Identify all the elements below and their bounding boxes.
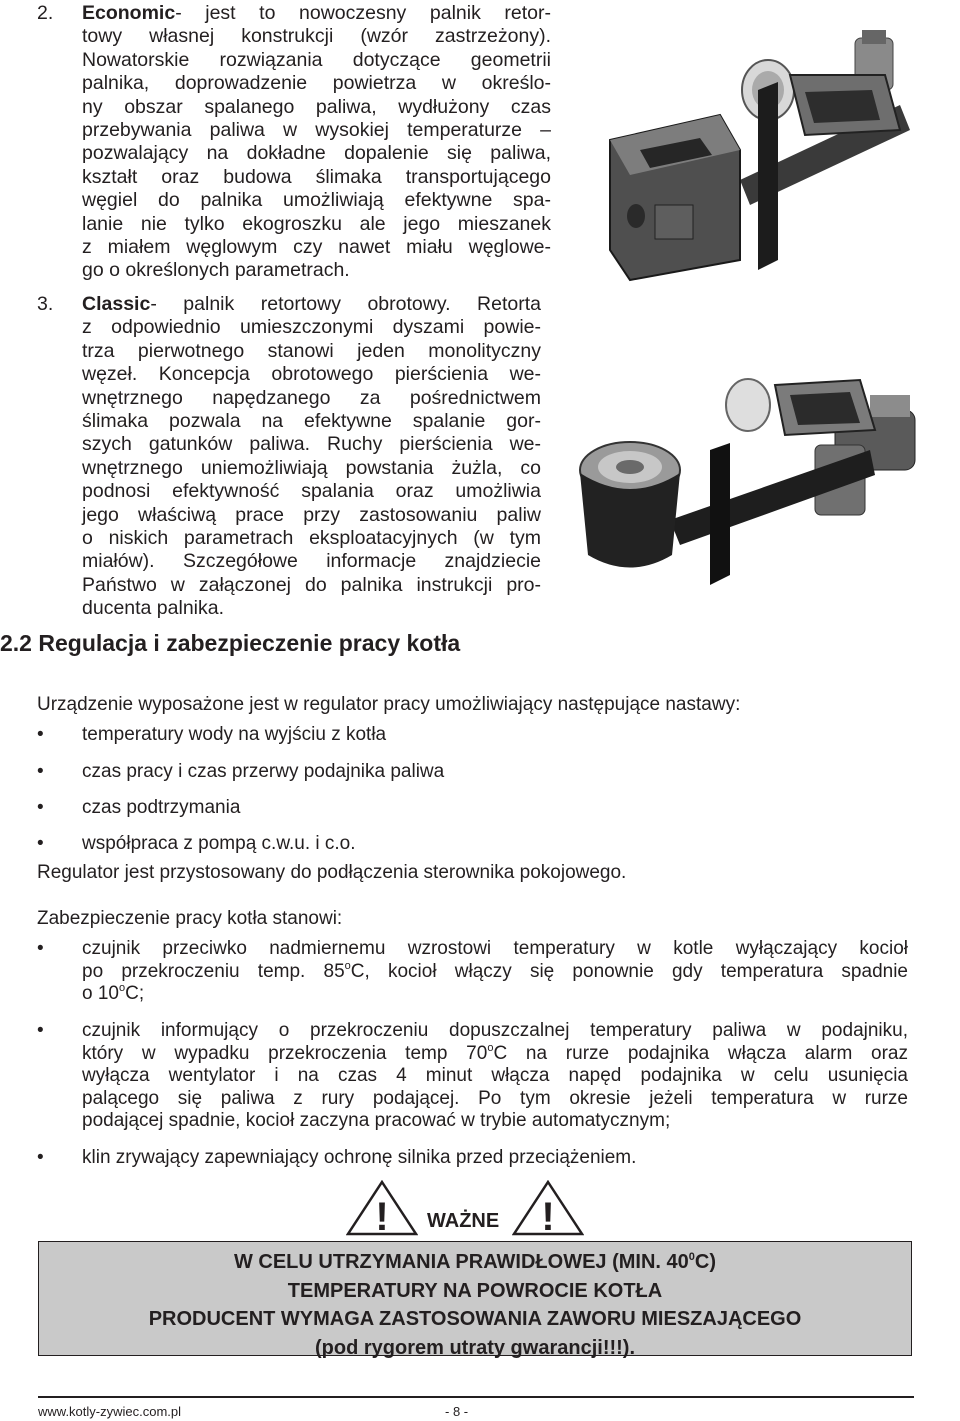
degree-sup: o: [344, 959, 351, 972]
bullet-marker: •: [37, 938, 44, 959]
item-line: ślimaka pozwala na efektywne spalanie gor-: [82, 410, 541, 433]
protection-line-cont: C, kocioł włączy się ponownie gdy temperatura spadnie: [350, 960, 908, 982]
item-line: przebywania paliwa w wysokiej temperaturze –: [82, 119, 551, 142]
footer-divider: [38, 1396, 914, 1398]
degree-sup: o: [118, 982, 126, 994]
page-number: - 8 -: [445, 1404, 469, 1419]
item-line: kształt oraz budowa ślimaka transportującego: [82, 165, 551, 188]
protection-line: po przekroczeniu temp. 85: [82, 960, 345, 982]
notice-line: (pod rygorem utraty gwarancji!!!).: [314, 1336, 636, 1359]
setting-item: [0, 724, 960, 747]
item-line: ny obszar spalanego paliwa, wydłużony czas: [82, 95, 551, 118]
item-line: wnętrznego uniemożliwiają powstania żużla, co: [82, 456, 541, 479]
notice-text: W CELU UTRZYMANIA PRAWIDŁOWEJ (MIN. 40: [233, 1251, 689, 1273]
notice-line: TEMPERATURY NA POWROCIE KOTŁA: [287, 1279, 663, 1302]
classic-burner-photo: [570, 355, 940, 605]
item-line: o niskich parametrach eksploatacyjnych (w tym: [82, 527, 541, 550]
protection-line: palącego się paliwa z rury podającej. Po tym okresie jeżeli temperatura w rurze: [82, 1087, 908, 1109]
protection-line-cont: C na rurze podajnika włącza alarm oraz: [493, 1042, 908, 1064]
bullet-marker: •: [37, 1147, 44, 1168]
item-line: wnętrznego napędzanego za pośrednictwem: [82, 386, 541, 409]
item-line: pozwalający na dokładne dopalenie się paliwa,: [82, 142, 551, 165]
warning-header: [300, 1180, 620, 1240]
item-line: ducenta palnika.: [82, 597, 225, 620]
bullet-marker: •: [37, 797, 44, 818]
protection-line: klin zrywający zapewniający ochronę silnika przed przeciążeniem.: [82, 1147, 637, 1168]
setting-item: [0, 797, 960, 820]
warning-label: WAŻNE: [427, 1210, 500, 1232]
setting-text: temperatury wody na wyjściu z kotła: [82, 724, 387, 745]
bullet-marker: •: [37, 761, 44, 782]
footer-url[interactable]: www.kotly-zywiec.com.pl: [38, 1404, 182, 1419]
protection-item: [0, 938, 960, 1006]
setting-text: współpraca z pompą c.w.u. i c.o.: [82, 833, 356, 854]
item-line: węzeł. Koncepcja obrotowego pierścienia we-: [82, 363, 541, 386]
protection-item: [0, 1147, 960, 1170]
item-line: towy własnej konstrukcji (wzór zastrzeżony).: [82, 25, 551, 48]
setting-text: czas pracy i czas przerwy podajnika paliwa: [82, 761, 445, 782]
protection-line: który w wypadku przekroczenia temp 70: [82, 1042, 488, 1064]
protection-line: o 10: [82, 983, 119, 1004]
protection-line-cont: C;: [125, 983, 145, 1004]
degree-sup: o: [487, 1041, 494, 1054]
protection-line: czujnik przeciwko nadmiernemu wzrostowi temperatury w kotle wyłączający kocioł: [82, 938, 908, 959]
item-line: podnosi efektywność spalania oraz umożliwia: [82, 480, 541, 503]
notice-text: C): [694, 1251, 717, 1273]
section-heading: 2.2 Regulacja i zabezpieczenie pracy kotła: [0, 630, 461, 656]
setting-item: [0, 761, 960, 784]
protection-line: wyłącza wentylator i na czas 4 minut włącza napęd podajnika w celu usunięcia: [82, 1065, 908, 1086]
item-line: trza pierwotnego stanowi jeden monolityczny: [82, 339, 541, 362]
warning-notice-box: [38, 1241, 912, 1359]
notice-line: PRODUCENT WYMAGA ZASTOSOWANIA ZAWORU MIESZAJĄCEGO: [148, 1308, 802, 1330]
bullet-marker: •: [37, 724, 44, 745]
notice-line: [39, 1248, 911, 1277]
protection-line: podającej spadnie, kocioł zaczyna pracować w trybie automatycznym;: [82, 1110, 671, 1131]
item-line: z miałem węglowym czy nawet miału węglowe-: [82, 236, 551, 259]
bullet-marker: •: [37, 833, 44, 854]
regulator-intro: Urządzenie wyposażone jest w regulator pracy umożliwiający następujące nastawy:: [37, 694, 741, 715]
item-line: węgiel do palnika umożliwiają efektywne spa-: [82, 189, 551, 212]
regulator-note: Regulator jest przystosowany do podłączenia sterownika pokojowego.: [37, 862, 627, 883]
degree-sup: 0: [688, 1251, 695, 1263]
item-line: Państwo w załączonej do palnika instrukcji pro-: [82, 573, 541, 596]
bullet-marker: •: [37, 1020, 44, 1041]
item-line: Nowatorskie rozwiązania dotyczące geometrii: [82, 48, 551, 71]
item-line: z odpowiednio umieszczonymi dyszami powie-: [82, 316, 541, 339]
burner-name: Economic: [82, 2, 176, 24]
burner-name: Classic: [82, 293, 151, 315]
item-number: 3.: [37, 293, 54, 315]
item-number: 2.: [37, 2, 54, 24]
warning-symbol: !: [375, 1195, 389, 1236]
economic-burner-photo: [600, 20, 930, 290]
warning-triangle-icon: [512, 1180, 584, 1236]
item-line: szych gatunków paliwa. Ruchy pierścienia we-: [82, 433, 541, 456]
setting-text: czas podtrzymania: [82, 797, 241, 818]
item-line: - jest to nowoczesny palnik retor-: [175, 2, 551, 24]
item-line: jego właściwą prace przy zastosowaniu paliw: [82, 503, 541, 526]
warning-symbol: !: [541, 1195, 555, 1236]
item-line: - palnik retortowy obrotowy. Retorta: [150, 293, 541, 315]
item-line: lanie nie tylko ekogroszku ale jego mieszanek: [82, 212, 551, 235]
protection-line: czujnik informujący o przekroczeniu dopuszczalnej temperatury paliwa w podajniku,: [82, 1020, 908, 1041]
warning-triangle-icon: [346, 1180, 418, 1236]
protection-intro: Zabezpieczenie pracy kotła stanowi:: [37, 908, 343, 929]
item-line: go o określonych parametrach.: [82, 259, 350, 282]
item-line: palnika, doprowadzenie powietrza w określo-: [82, 72, 551, 95]
item-line: miałów). Szczegółowe informacje znajdziecie: [82, 550, 541, 573]
setting-item: [0, 833, 960, 856]
protection-item: [0, 1020, 960, 1135]
